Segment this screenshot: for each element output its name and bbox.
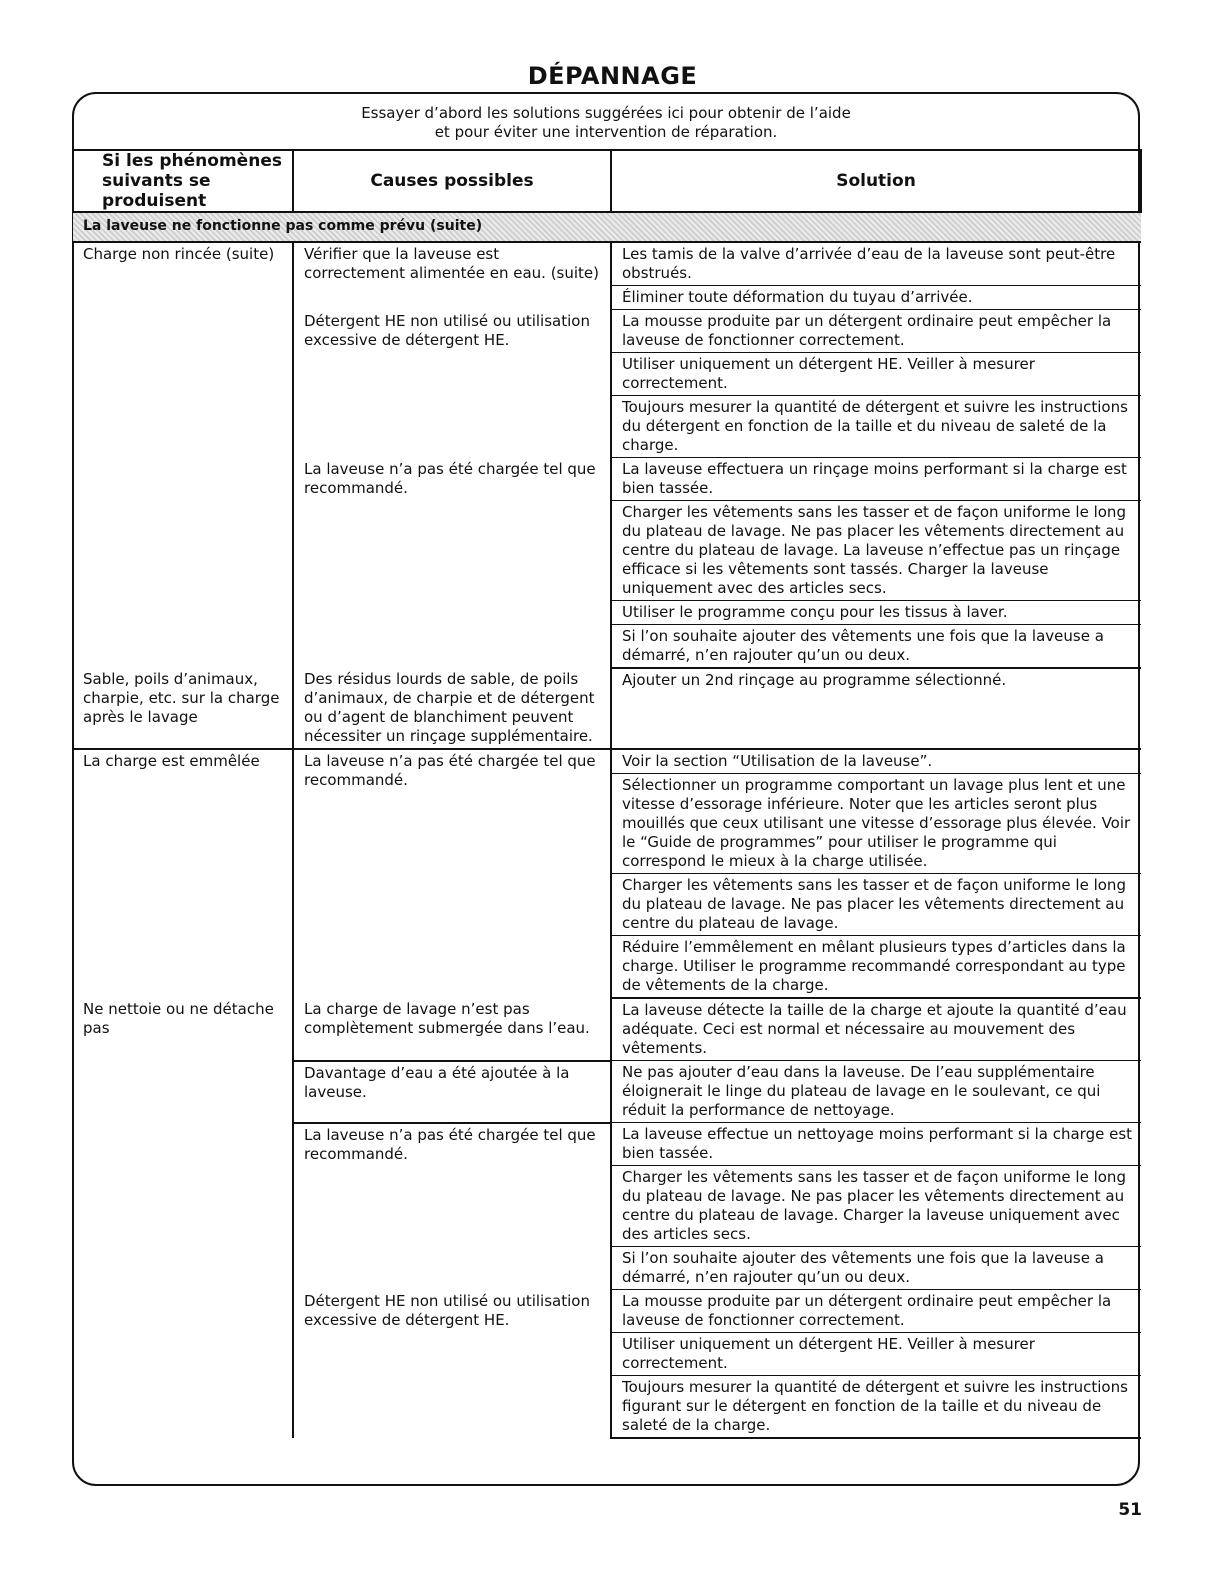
solution-cell: La laveuse effectuera un rinçage moins performant si la charge est bien tassée. <box>611 458 1141 501</box>
table-row <box>73 668 1141 749</box>
header-solution: Solution <box>611 150 1141 212</box>
intro-line-1: Essayer d’abord les solutions suggérées ici pour obtenir de l’aide <box>361 104 851 122</box>
solution-cell: Utiliser uniquement un détergent HE. Veiller à mesurer correctement. <box>611 353 1141 396</box>
page-title: DÉPANNAGE <box>527 62 698 90</box>
solution-cell: La laveuse effectue un nettoyage moins performant si la charge est bien tassée. <box>611 1123 1141 1166</box>
cause-cell: Détergent HE non utilisé ou utilisation excessive de détergent HE. <box>293 310 611 458</box>
table-row <box>73 242 1141 286</box>
solution-cell: Toujours mesurer la quantité de détergent et suivre les instructions du détergent en fonction de la taille et du niveau de saleté de la charge. <box>611 396 1141 458</box>
table-row <box>73 998 1141 1061</box>
symptom-cell: La charge est emmêlée <box>73 749 293 998</box>
cause-cell: La charge de lavage n’est pas complètement submergée dans l’eau. <box>293 998 611 1061</box>
solution-cell: Les tamis de la valve d’arrivée d’eau de la laveuse sont peut-être obstrués. <box>611 242 1141 286</box>
cause-cell: La laveuse n’a pas été chargée tel que recommandé. <box>293 749 611 998</box>
intro-line-2: et pour éviter une intervention de réparation. <box>434 123 778 141</box>
solution-cell: Voir la section “Utilisation de la laveuse”. <box>611 749 1141 774</box>
page-number: 51 <box>1118 1500 1142 1520</box>
section-heading: La laveuse ne fonctionne pas comme prévu (suite) <box>73 212 1141 242</box>
symptom-cell: Charge non rincée (suite) <box>73 242 293 668</box>
solution-cell: Charger les vêtements sans les tasser et de façon uniforme le long du plateau de lavage. Ne pas placer les vêtements directement au centre du plateau de lavage. <box>611 874 1141 936</box>
table-body <box>73 212 1141 1438</box>
symptom-cell: Ne nettoie ou ne détache pas <box>73 998 293 1438</box>
solution-cell: Charger les vêtements sans les tasser et de façon uniforme le long du plateau de lavage. Ne pas placer les vêtements directement au centre du plateau de lavage. La laveuse n’effectue pas un rinçage efficace si les vêtements sont tassés. Charger la laveuse uniquement avec des articles secs. <box>611 501 1141 601</box>
solution-cell: Réduire l’emmêlement en mêlant plusieurs types d’articles dans la charge. Utiliser le programme recommandé correspondant au type de vêtements de la charge. <box>611 936 1141 999</box>
cause-cell: Détergent HE non utilisé ou utilisation excessive de détergent HE. <box>293 1290 611 1439</box>
cause-cell: Des résidus lourds de sable, de poils d’animaux, de charpie et de détergent ou d’agent de blanchiment peuvent nécessiter un rinçage supplémentaire. <box>293 668 611 749</box>
cause-cell: Davantage d’eau a été ajoutée à la laveuse. <box>293 1061 611 1123</box>
symptom-cell: Sable, poils d’animaux, charpie, etc. sur la charge après le lavage <box>73 668 293 749</box>
solution-cell: Si l’on souhaite ajouter des vêtements une fois que la laveuse a démarré, n’en rajouter qu’un ou deux. <box>611 625 1141 669</box>
cause-cell: Vérifier que la laveuse est correctement alimentée en eau. (suite) <box>293 242 611 310</box>
solution-cell: Éliminer toute déformation du tuyau d’arrivée. <box>611 286 1141 310</box>
solution-cell: La mousse produite par un détergent ordinaire peut empêcher la laveuse de fonctionner correctement. <box>611 1290 1141 1333</box>
table-row <box>73 749 1141 774</box>
cause-cell: La laveuse n’a pas été chargée tel que recommandé. <box>293 1123 611 1290</box>
header-symptoms: Si les phénomènes suivants se produisent <box>73 150 293 212</box>
troubleshooting-table <box>72 149 1142 1439</box>
solution-cell: Utiliser uniquement un détergent HE. Veiller à mesurer correctement. <box>611 1333 1141 1376</box>
solution-cell: Ne pas ajouter d’eau dans la laveuse. De l’eau supplémentaire éloignerait le linge du plateau de lavage en le soulevant, ce qui réduit la performance de nettoyage. <box>611 1061 1141 1123</box>
solution-cell: Toujours mesurer la quantité de détergent et suivre les instructions figurant sur le détergent en fonction de la taille et du niveau de saleté de la charge. <box>611 1376 1141 1439</box>
solution-cell: Si l’on souhaite ajouter des vêtements une fois que la laveuse a démarré, n’en rajouter qu’un ou deux. <box>611 1247 1141 1290</box>
solution-cell: Utiliser le programme conçu pour les tissus à laver. <box>611 601 1141 625</box>
solution-cell: Charger les vêtements sans les tasser et de façon uniforme le long du plateau de lavage. Ne pas placer les vêtements directement au centre du plateau de lavage. Charger la laveuse uniquement avec des articles secs. <box>611 1166 1141 1247</box>
solution-cell: La mousse produite par un détergent ordinaire peut empêcher la laveuse de fonctionner correctement. <box>611 310 1141 353</box>
header-causes: Causes possibles <box>293 150 611 212</box>
intro-text <box>72 104 1140 142</box>
solution-cell: Ajouter un 2nd rinçage au programme sélectionné. <box>611 668 1141 749</box>
cause-cell: La laveuse n’a pas été chargée tel que recommandé. <box>293 458 611 669</box>
solution-cell: Sélectionner un programme comportant un lavage plus lent et une vitesse d’essorage inférieure. Noter que les articles seront plus mouillés que ceux utilisant une vitesse d’essorage plus élevée. Voir le “Guide de programmes” pour utiliser le programme qui correspond le mieux à la charge utilisée. <box>611 774 1141 874</box>
solution-cell: La laveuse détecte la taille de la charge et ajoute la quantité d’eau adéquate. Ceci est normal et nécessaire au mouvement des vêtements. <box>611 998 1141 1061</box>
